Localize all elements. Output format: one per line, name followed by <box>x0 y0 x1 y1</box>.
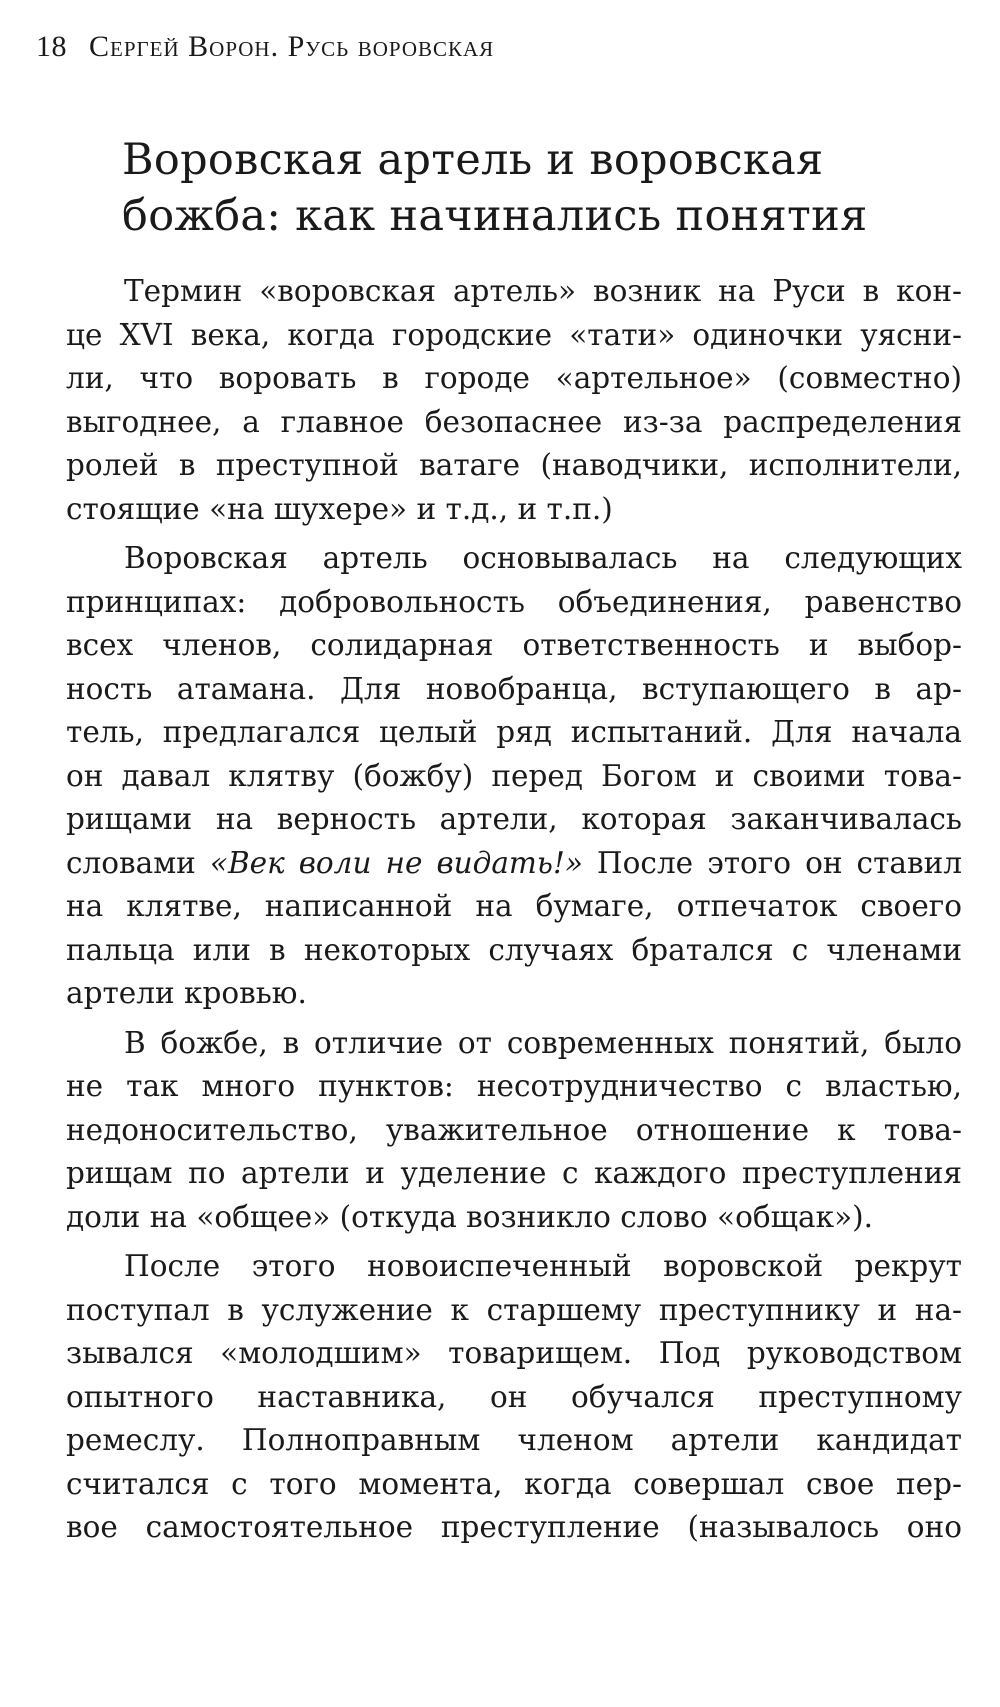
chapter-title-line: божба: как начинались понятия <box>122 191 868 241</box>
text-line: всех членов, солидарная ответственность и выбор- <box>66 628 962 662</box>
text-line: считался с того момента, когда совершал свое пер- <box>66 1466 962 1501</box>
text-line: стоящие «на шухере» и т.д., и т.п.) <box>66 491 613 526</box>
text-line: он давал клятву (божбу) перед Богом и своими това- <box>66 758 962 793</box>
text-line: недоносительство, уважительное отношение к това- <box>66 1112 962 1147</box>
quote-trail-text: После этого он ставил <box>582 845 962 880</box>
text-line: ремеслу. Полноправным членом артели кандидат <box>66 1423 962 1457</box>
text-line: на клятве, написанной на бумаге, отпечаток своего <box>66 889 962 923</box>
paragraph <box>66 1245 962 1550</box>
running-title: Сергей Ворон. Русь воровская <box>89 30 495 63</box>
text-line: Термин «воровская артель» возник на Руси в кон- <box>124 274 962 308</box>
text-line: В божбе, в отличие от современных понятий, было <box>124 1025 962 1060</box>
text-line: пальца или в некоторых случаях братался с членами <box>66 932 962 967</box>
text-line-with-quote <box>66 842 962 886</box>
paragraph <box>66 270 962 531</box>
italic-quote: «Век воли не видать!» <box>209 845 583 880</box>
text-line: опытного наставника, он обучался преступному <box>66 1379 962 1414</box>
text-line: поступал в услужение к старшему преступнику и на- <box>66 1292 962 1327</box>
quote-lead-text: словами <box>66 845 210 880</box>
text-line: Воровская артель основывалась на следующих <box>124 541 962 575</box>
text-line: ли, что воровать в городе «артельное» (совместно) <box>66 361 962 395</box>
running-header <box>36 30 494 64</box>
text-line: артели кровью. <box>66 976 307 1010</box>
chapter-title <box>122 132 962 244</box>
chapter-title-line: Воровская артель и воровская <box>122 135 824 185</box>
text-line: це XVI века, когда городские «тати» одиночки уясни- <box>66 317 962 352</box>
text-line: ность атамана. Для новобранца, вступающего в ар- <box>66 671 962 706</box>
text-line: доли на «общее» (откуда возникло слово «общак»). <box>66 1199 874 1234</box>
text-line: рищами на верность артели, которая заканчивалась <box>66 802 962 836</box>
page-number: 18 <box>36 30 67 63</box>
text-line: принципах: добровольность объединения, равенство <box>66 584 962 619</box>
text-line: тель, предлагался целый ряд испытаний. Для начала <box>66 715 962 749</box>
text-line: выгоднее, а главное безопаснее из-за распределения <box>66 404 962 439</box>
text-line: После этого новоиспеченный воровской рекрут <box>124 1249 962 1283</box>
paragraph <box>66 537 962 1016</box>
text-line: зывался «молодшим» товарищем. Под руководством <box>66 1336 962 1370</box>
text-line: рищам по артели и уделение с каждого преступления <box>66 1156 962 1190</box>
paragraph <box>66 1022 962 1240</box>
text-line: не так много пунктов: несотрудничество с властью, <box>66 1069 962 1103</box>
body-text <box>66 270 962 1556</box>
text-line: ролей в преступной ватаге (наводчики, исполнители, <box>66 448 962 482</box>
text-line: вое самостоятельное преступление (называлось оно <box>66 1510 962 1544</box>
